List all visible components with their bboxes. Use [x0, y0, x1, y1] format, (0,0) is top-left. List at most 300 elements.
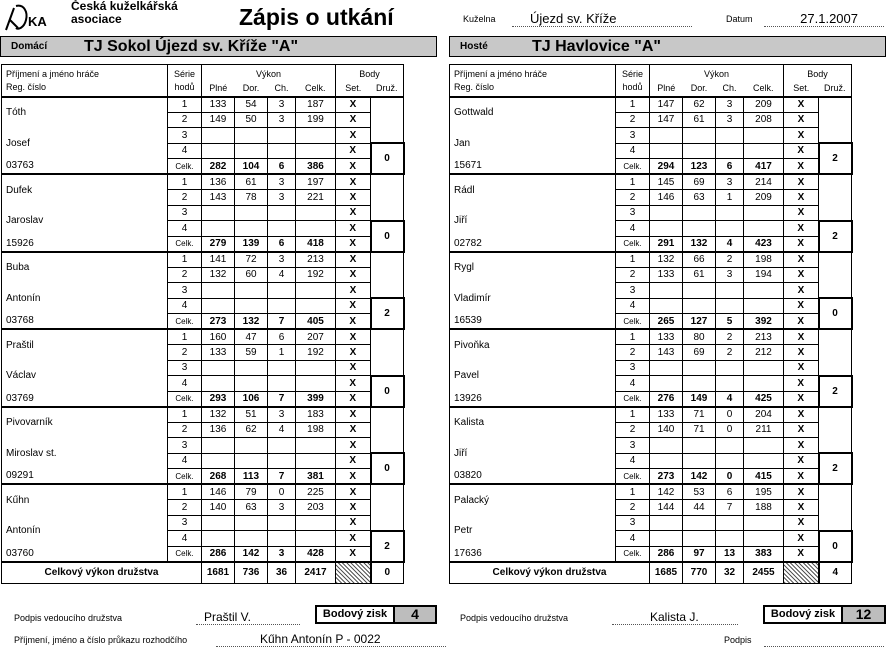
series-value[interactable]	[683, 438, 716, 454]
set-mark[interactable]: X	[784, 314, 819, 330]
series-value[interactable]: 133	[650, 267, 683, 283]
series-value[interactable]	[268, 298, 296, 314]
series-value[interactable]: 61	[683, 267, 716, 283]
series-value[interactable]	[296, 128, 336, 144]
series-value[interactable]	[683, 376, 716, 392]
series-value[interactable]: 60	[235, 267, 268, 283]
set-mark[interactable]: X	[784, 283, 819, 299]
series-value[interactable]	[716, 128, 744, 144]
series-value[interactable]: 0	[716, 407, 744, 423]
set-mark[interactable]: X	[784, 376, 819, 392]
performance-col-label: Výkon	[202, 65, 336, 81]
series-value[interactable]: 80	[683, 329, 716, 345]
series-number: 2	[168, 112, 202, 128]
series-value[interactable]: 132	[202, 267, 235, 283]
series-value[interactable]	[235, 205, 268, 221]
series-value[interactable]: 199	[296, 112, 336, 128]
set-mark[interactable]: X	[784, 128, 819, 144]
series-value[interactable]	[716, 221, 744, 237]
set-mark[interactable]: X	[336, 205, 371, 221]
set-mark[interactable]: X	[784, 329, 819, 345]
series-value[interactable]	[744, 376, 784, 392]
series-value[interactable]: 0	[716, 422, 744, 438]
set-mark[interactable]: X	[784, 407, 819, 423]
player-total-value: 392	[744, 314, 784, 330]
series-value[interactable]	[235, 376, 268, 392]
series-value[interactable]	[683, 128, 716, 144]
set-mark[interactable]: X	[784, 205, 819, 221]
series-number: 3	[616, 128, 650, 144]
series-value[interactable]: 198	[296, 422, 336, 438]
series-value[interactable]: 194	[744, 267, 784, 283]
series-value[interactable]: 3	[268, 112, 296, 128]
set-mark[interactable]: X	[336, 360, 371, 376]
series-value[interactable]	[296, 221, 336, 237]
set-mark[interactable]: X	[784, 112, 819, 128]
away-leader-field[interactable]: Kalista J.	[612, 610, 738, 625]
set-mark[interactable]: X	[784, 515, 819, 531]
series-value[interactable]: 133	[202, 97, 235, 113]
series-number: 2	[168, 500, 202, 516]
association-line2: asociace	[71, 12, 122, 26]
series-value[interactable]	[650, 143, 683, 159]
series-value[interactable]	[235, 453, 268, 469]
date-field[interactable]: 27.1.2007	[764, 11, 884, 27]
set-mark[interactable]: X	[336, 97, 371, 113]
series-value[interactable]	[744, 515, 784, 531]
team-total-label: Celkový výkon družstva	[2, 562, 202, 584]
series-value[interactable]	[268, 531, 296, 547]
series-value[interactable]	[716, 143, 744, 159]
series-value[interactable]	[683, 298, 716, 314]
team-total-sum: 2417	[296, 562, 336, 584]
series-number: 3	[616, 283, 650, 299]
series-value[interactable]	[650, 205, 683, 221]
set-mark[interactable]: X	[336, 221, 371, 237]
set-mark[interactable]: X	[336, 298, 371, 314]
series-value[interactable]	[268, 205, 296, 221]
set-mark[interactable]: X	[784, 469, 819, 485]
set-mark[interactable]: X	[336, 190, 371, 206]
home-leader-label: Podpis vedoucího družstva	[14, 613, 123, 623]
series-value[interactable]: 213	[296, 252, 336, 268]
series-value[interactable]: 183	[296, 407, 336, 423]
series-value[interactable]	[744, 283, 784, 299]
series-value[interactable]: 160	[202, 329, 235, 345]
series-value[interactable]	[650, 531, 683, 547]
series-value[interactable]	[235, 221, 268, 237]
set-mark[interactable]: X	[784, 221, 819, 237]
series-value[interactable]	[683, 531, 716, 547]
series-value[interactable]: 63	[235, 500, 268, 516]
series-value[interactable]: 146	[650, 190, 683, 206]
series-value[interactable]	[296, 531, 336, 547]
set-mark[interactable]: X	[784, 453, 819, 469]
series-value[interactable]: 208	[744, 112, 784, 128]
series-value[interactable]	[650, 128, 683, 144]
player-total-value: 276	[650, 391, 683, 407]
set-mark[interactable]: X	[336, 283, 371, 299]
player-total-value: 149	[683, 391, 716, 407]
series-value[interactable]: 2	[716, 252, 744, 268]
series-value[interactable]: 3	[716, 97, 744, 113]
series-value[interactable]	[296, 515, 336, 531]
set-mark[interactable]: X	[784, 97, 819, 113]
series-value[interactable]: 3	[716, 112, 744, 128]
series-value[interactable]: 187	[296, 97, 336, 113]
series-value[interactable]	[683, 515, 716, 531]
set-mark[interactable]: X	[784, 500, 819, 516]
player-firstname: Josef	[6, 137, 30, 149]
series-value[interactable]	[202, 360, 235, 376]
series-value[interactable]	[650, 515, 683, 531]
series-value[interactable]: 44	[683, 500, 716, 516]
series-value[interactable]: 141	[202, 252, 235, 268]
series-value[interactable]: 142	[650, 484, 683, 500]
series-value[interactable]: 3	[268, 174, 296, 190]
series-number: 2	[616, 267, 650, 283]
set-mark[interactable]: X	[336, 267, 371, 283]
series-value[interactable]	[716, 515, 744, 531]
set-mark[interactable]: X	[784, 391, 819, 407]
player-surname: Rygl	[454, 262, 475, 273]
set-mark[interactable]: X	[336, 314, 371, 330]
series-value[interactable]	[268, 221, 296, 237]
set-mark[interactable]: X	[336, 531, 371, 547]
series-value[interactable]: 188	[744, 500, 784, 516]
set-mark[interactable]: X	[336, 422, 371, 438]
series-value[interactable]	[235, 298, 268, 314]
series-value[interactable]	[650, 376, 683, 392]
series-value[interactable]: 197	[296, 174, 336, 190]
series-value[interactable]: 2	[716, 329, 744, 345]
series-value[interactable]	[744, 438, 784, 454]
series-value[interactable]	[716, 298, 744, 314]
series-value[interactable]	[716, 438, 744, 454]
series-value[interactable]	[716, 205, 744, 221]
series-value[interactable]: 7	[716, 500, 744, 516]
player-total-value: 383	[744, 546, 784, 562]
set-mark[interactable]: X	[336, 236, 371, 252]
series-value[interactable]: 3	[268, 190, 296, 206]
svg-text:KA: KA	[28, 14, 47, 29]
set-mark[interactable]: X	[336, 407, 371, 423]
series-value[interactable]	[683, 283, 716, 299]
association-logo	[4, 2, 50, 32]
set-mark[interactable]: X	[336, 546, 371, 562]
series-value[interactable]	[296, 453, 336, 469]
series-value[interactable]: 69	[683, 174, 716, 190]
series-value[interactable]	[268, 128, 296, 144]
series-number: 1	[616, 252, 650, 268]
set-mark[interactable]: X	[784, 345, 819, 361]
series-value[interactable]	[235, 360, 268, 376]
series-value[interactable]: 147	[650, 97, 683, 113]
series-value[interactable]: 212	[744, 345, 784, 361]
series-value[interactable]: 225	[296, 484, 336, 500]
set-mark[interactable]: X	[336, 128, 371, 144]
referee-field[interactable]: Kűhn Antonín P - 0022	[216, 632, 446, 647]
set-mark[interactable]: X	[336, 515, 371, 531]
player-firstname: Jiří	[454, 215, 468, 226]
series-value[interactable]: 53	[683, 484, 716, 500]
series-value[interactable]	[235, 283, 268, 299]
set-mark[interactable]: X	[784, 422, 819, 438]
series-value[interactable]	[202, 531, 235, 547]
series-value[interactable]	[296, 298, 336, 314]
total-row-label: Celk.	[616, 314, 650, 330]
series-value[interactable]: 149	[202, 112, 235, 128]
series-value[interactable]	[202, 438, 235, 454]
series-value[interactable]	[268, 438, 296, 454]
player-total-value: 123	[683, 159, 716, 175]
series-value[interactable]	[683, 453, 716, 469]
series-value[interactable]	[744, 360, 784, 376]
set-mark[interactable]: X	[336, 438, 371, 454]
series-value[interactable]: 1	[268, 345, 296, 361]
away-score-value: 12	[843, 605, 886, 624]
series-value[interactable]: 198	[744, 252, 784, 268]
series-value[interactable]	[268, 283, 296, 299]
series-value[interactable]: 3	[268, 500, 296, 516]
series-value[interactable]	[202, 128, 235, 144]
set-mark[interactable]: X	[336, 112, 371, 128]
points-blank	[371, 174, 404, 221]
series-value[interactable]: 204	[744, 407, 784, 423]
series-value[interactable]: 66	[683, 252, 716, 268]
series-value[interactable]: 78	[235, 190, 268, 206]
series-value[interactable]: 62	[683, 97, 716, 113]
series-value[interactable]	[650, 221, 683, 237]
set-mark[interactable]: X	[336, 469, 371, 485]
series-value[interactable]: 54	[235, 97, 268, 113]
series-value[interactable]	[296, 360, 336, 376]
series-value[interactable]: 140	[650, 422, 683, 438]
set-mark[interactable]: X	[784, 174, 819, 190]
series-value[interactable]: 47	[235, 329, 268, 345]
series-value[interactable]: 133	[650, 407, 683, 423]
series-value[interactable]	[650, 360, 683, 376]
player-reg-number: 15671	[454, 160, 482, 172]
set-mark[interactable]: X	[336, 453, 371, 469]
series-value[interactable]: 147	[650, 112, 683, 128]
series-value[interactable]: 72	[235, 252, 268, 268]
series-value[interactable]: 0	[268, 484, 296, 500]
series-value[interactable]: 221	[296, 190, 336, 206]
series-value[interactable]	[683, 143, 716, 159]
series-value[interactable]	[235, 438, 268, 454]
series-value[interactable]	[296, 438, 336, 454]
series-value[interactable]: 143	[650, 345, 683, 361]
series-value[interactable]: 3	[268, 407, 296, 423]
points-blank	[371, 252, 404, 299]
points-col-label: Body	[807, 68, 828, 79]
series-value[interactable]: 192	[296, 267, 336, 283]
series-value[interactable]: 62	[235, 422, 268, 438]
series-value[interactable]	[744, 298, 784, 314]
series-value[interactable]	[202, 298, 235, 314]
series-value[interactable]	[744, 531, 784, 547]
series-value[interactable]: 3	[268, 252, 296, 268]
series-value[interactable]: 195	[744, 484, 784, 500]
series-value[interactable]: 143	[202, 190, 235, 206]
series-value[interactable]	[268, 376, 296, 392]
series-value[interactable]	[202, 376, 235, 392]
series-value[interactable]	[296, 376, 336, 392]
series-value[interactable]: 1	[716, 190, 744, 206]
series-value[interactable]: 209	[744, 97, 784, 113]
player-total-value: 0	[716, 469, 744, 485]
series-value[interactable]: 61	[683, 112, 716, 128]
set-mark[interactable]: X	[336, 376, 371, 392]
set-mark[interactable]: X	[784, 190, 819, 206]
table-row	[2, 159, 404, 175]
set-mark[interactable]: X	[336, 252, 371, 268]
set-mark[interactable]: X	[784, 546, 819, 562]
set-mark[interactable]: X	[784, 531, 819, 547]
series-value[interactable]	[235, 128, 268, 144]
series-value[interactable]: 6	[716, 484, 744, 500]
series-value[interactable]	[716, 283, 744, 299]
set-mark[interactable]: X	[336, 484, 371, 500]
series-value[interactable]	[235, 531, 268, 547]
series-value[interactable]: 50	[235, 112, 268, 128]
series-value[interactable]: 213	[744, 329, 784, 345]
series-value[interactable]: 71	[683, 407, 716, 423]
series-value[interactable]: 214	[744, 174, 784, 190]
series-value[interactable]	[296, 205, 336, 221]
series-value[interactable]	[744, 221, 784, 237]
player-total-value: 6	[268, 159, 296, 175]
series-value[interactable]	[202, 221, 235, 237]
series-value[interactable]	[202, 205, 235, 221]
set-mark[interactable]: X	[336, 174, 371, 190]
set-mark[interactable]: X	[784, 360, 819, 376]
series-value[interactable]: 144	[650, 500, 683, 516]
series-value[interactable]	[650, 298, 683, 314]
series-value[interactable]: 69	[683, 345, 716, 361]
series-value[interactable]	[744, 128, 784, 144]
series-value[interactable]	[716, 453, 744, 469]
series-value[interactable]: 4	[268, 422, 296, 438]
series-value[interactable]	[202, 143, 235, 159]
series-value[interactable]	[296, 143, 336, 159]
table-row	[2, 174, 404, 190]
set-mark[interactable]: X	[784, 159, 819, 175]
set-mark[interactable]: X	[784, 484, 819, 500]
table-row	[450, 97, 852, 113]
series-value[interactable]	[716, 531, 744, 547]
series-value[interactable]	[268, 360, 296, 376]
series-value[interactable]: 4	[268, 267, 296, 283]
series-value[interactable]: 133	[650, 329, 683, 345]
set-mark[interactable]: X	[784, 143, 819, 159]
set-mark[interactable]: X	[784, 438, 819, 454]
series-value[interactable]: 3	[716, 174, 744, 190]
series-value[interactable]	[683, 221, 716, 237]
series-value[interactable]: 132	[650, 252, 683, 268]
home-leader-field[interactable]: Praštil V.	[196, 610, 300, 625]
series-number: 4	[616, 143, 650, 159]
player-firstname: Pavel	[454, 370, 480, 381]
series-value[interactable]	[650, 283, 683, 299]
set-mark[interactable]: X	[336, 345, 371, 361]
series-value[interactable]	[716, 360, 744, 376]
series-value[interactable]	[716, 376, 744, 392]
series-value[interactable]: 136	[202, 422, 235, 438]
series-value[interactable]: 3	[716, 267, 744, 283]
series-value[interactable]: 79	[235, 484, 268, 500]
series-value[interactable]: 146	[202, 484, 235, 500]
series-value[interactable]	[744, 143, 784, 159]
series-value[interactable]: 207	[296, 329, 336, 345]
series-value[interactable]: 59	[235, 345, 268, 361]
series-value[interactable]: 136	[202, 174, 235, 190]
series-value[interactable]: 71	[683, 422, 716, 438]
set-mark[interactable]: X	[336, 500, 371, 516]
set-mark[interactable]: X	[784, 252, 819, 268]
series-value[interactable]	[683, 360, 716, 376]
series-value[interactable]: 192	[296, 345, 336, 361]
series-value[interactable]	[268, 143, 296, 159]
series-value[interactable]: 63	[683, 190, 716, 206]
series-value[interactable]	[235, 143, 268, 159]
series-value[interactable]: 133	[202, 345, 235, 361]
set-mark[interactable]: X	[784, 267, 819, 283]
series-value[interactable]	[744, 205, 784, 221]
series-value[interactable]	[650, 453, 683, 469]
set-mark[interactable]: X	[336, 329, 371, 345]
table-row	[2, 97, 404, 113]
team-col-label: Druž.	[376, 82, 398, 93]
series-value[interactable]	[296, 283, 336, 299]
series-value[interactable]: 209	[744, 190, 784, 206]
team-total-miss: 32	[716, 562, 744, 584]
series-value[interactable]	[202, 283, 235, 299]
series-value[interactable]: 61	[235, 174, 268, 190]
series-value[interactable]	[202, 453, 235, 469]
series-value[interactable]: 203	[296, 500, 336, 516]
series-value[interactable]	[235, 515, 268, 531]
series-value[interactable]: 132	[202, 407, 235, 423]
set-mark[interactable]: X	[336, 159, 371, 175]
series-number: 1	[168, 174, 202, 190]
series-value[interactable]	[268, 515, 296, 531]
signature-field[interactable]	[764, 632, 884, 647]
series-value[interactable]: 140	[202, 500, 235, 516]
set-mark[interactable]: X	[784, 298, 819, 314]
series-value[interactable]: 145	[650, 174, 683, 190]
series-value[interactable]	[683, 205, 716, 221]
series-value[interactable]	[202, 515, 235, 531]
venue-field[interactable]: Újezd sv. Kříže	[512, 11, 692, 27]
series-value[interactable]	[268, 453, 296, 469]
series-value[interactable]: 3	[268, 97, 296, 113]
series-value[interactable]: 6	[268, 329, 296, 345]
series-value[interactable]: 51	[235, 407, 268, 423]
series-value[interactable]: 2	[716, 345, 744, 361]
series-col-label: Série	[616, 65, 650, 81]
series-value[interactable]	[650, 438, 683, 454]
set-mark[interactable]: X	[336, 143, 371, 159]
set-mark[interactable]: X	[784, 236, 819, 252]
series-value[interactable]: 211	[744, 422, 784, 438]
series-number: 2	[168, 345, 202, 361]
player-total-value: 418	[296, 236, 336, 252]
set-mark[interactable]: X	[336, 391, 371, 407]
player-total-value: 6	[716, 159, 744, 175]
series-value[interactable]	[744, 453, 784, 469]
